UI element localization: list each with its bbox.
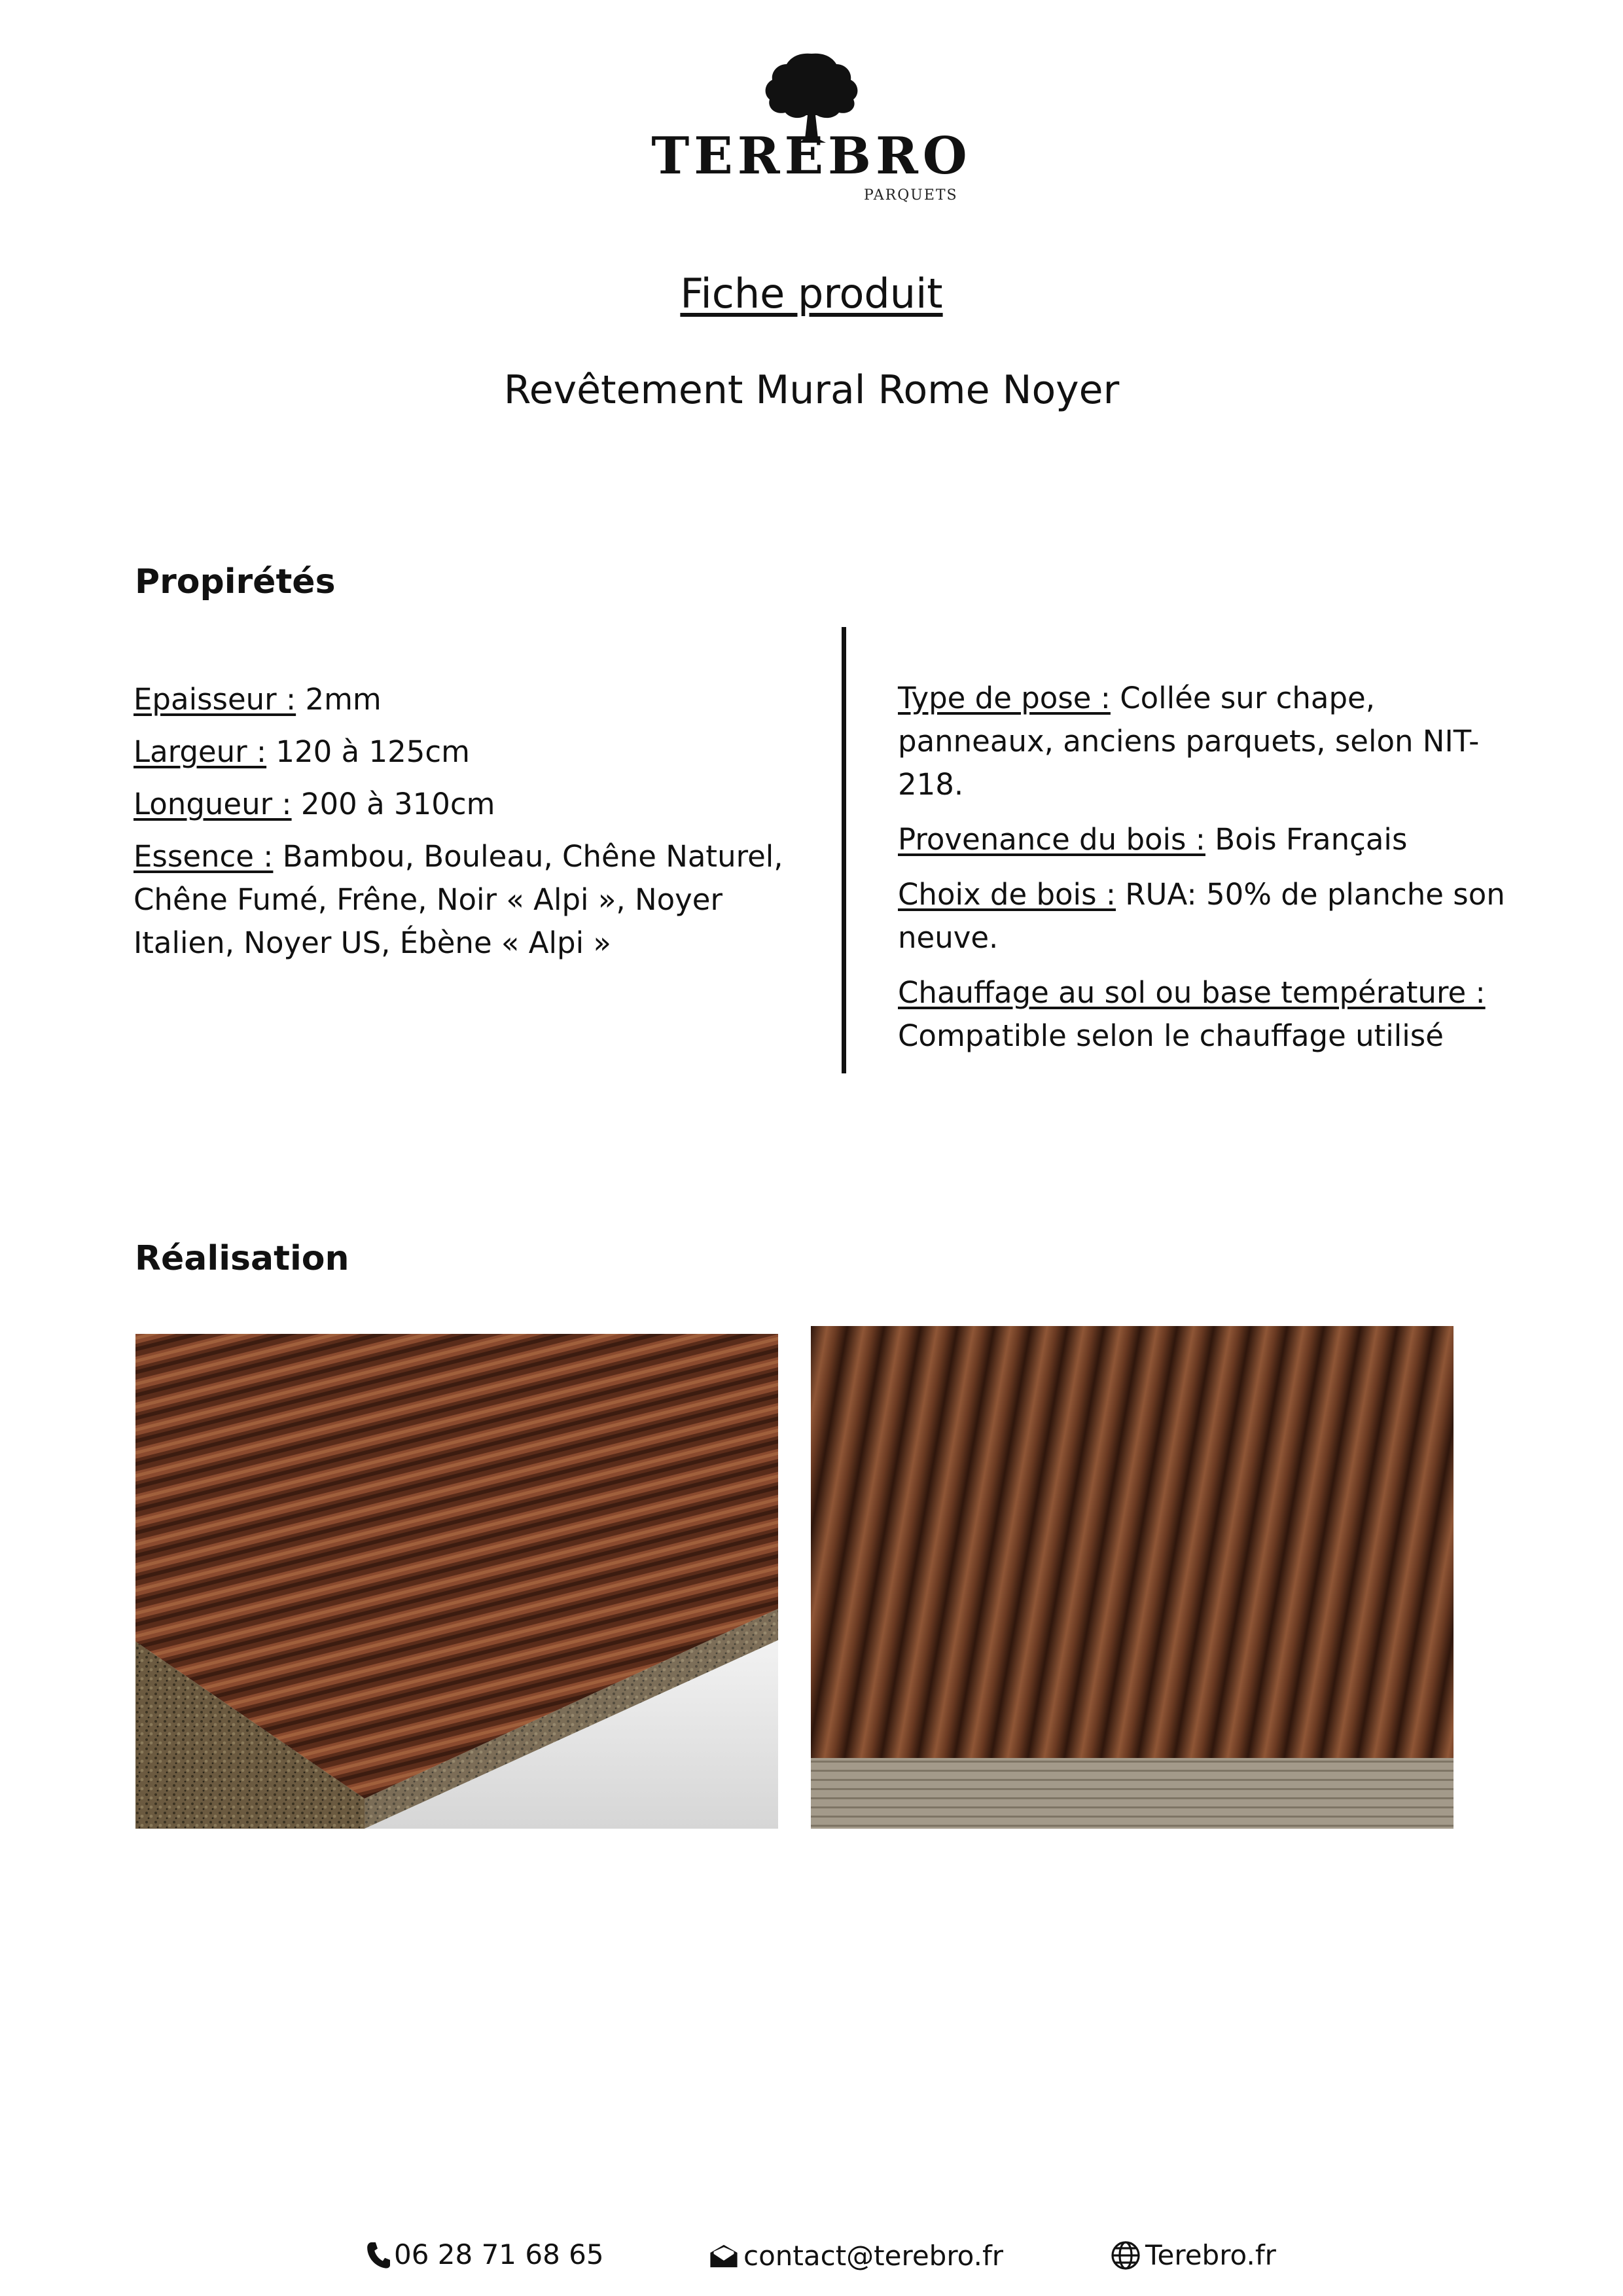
property-installation [898, 677, 1526, 806]
brand-logo-wordmark: TEREBRO [651, 126, 972, 186]
properties-left-column [134, 678, 827, 974]
footer-email[interactable] [708, 2242, 1003, 2270]
column-divider [842, 627, 846, 1073]
property-value: 200 à 310cm [291, 787, 495, 821]
properties-heading: Propirétés [135, 562, 336, 601]
property-value: 2mm [296, 682, 382, 717]
property-label: Essence : [134, 839, 274, 874]
property-heating [898, 971, 1526, 1058]
brand-logo-subtitle: PARQUETS [864, 187, 958, 204]
property-value: Bambou, Bouleau, Chêne Naturel, Chêne Fumé, Frêne, Noir « Alpi », Noyer Italien, Noyer US, Ébène « Alpi » [134, 839, 783, 960]
property-label: Largeur : [134, 734, 267, 769]
property-label: Chauffage au sol ou base température : [898, 975, 1486, 1010]
product-photo-board [135, 1334, 778, 1829]
property-value: 120 à 125cm [266, 734, 470, 769]
website-link: Terebro.fr [1145, 2239, 1276, 2271]
realisation-heading: Réalisation [135, 1239, 349, 1278]
property-species [134, 835, 827, 965]
property-value: Compatible selon le chauffage utilisé [898, 1018, 1444, 1053]
property-width [134, 730, 827, 774]
property-length [134, 783, 827, 826]
properties-right-column [898, 677, 1526, 1069]
property-grade [898, 873, 1526, 960]
phone-icon [365, 2240, 390, 2270]
footer-phone[interactable] [365, 2240, 604, 2270]
footer-website[interactable] [1110, 2240, 1276, 2271]
property-label: Longueur : [134, 787, 292, 821]
product-name: Revêtement Mural Rome Noyer [503, 367, 1120, 413]
property-label: Provenance du bois : [898, 822, 1205, 857]
envelope-icon [708, 2242, 740, 2270]
property-label: Choix de bois : [898, 877, 1116, 912]
property-label: Epaisseur : [134, 682, 296, 717]
property-origin [898, 818, 1526, 861]
property-thickness [134, 678, 827, 721]
property-label: Type de pose : [898, 681, 1111, 715]
property-value: Collée sur chape, panneaux, anciens parquets, selon NIT-218. [898, 681, 1480, 802]
email-address: contact@terebro.fr [743, 2240, 1004, 2272]
property-value: RUA: 50% de planche son neuve. [898, 877, 1505, 955]
phone-number: 06 28 71 68 65 [394, 2238, 604, 2270]
document-title: Fiche produit [680, 270, 943, 317]
globe-icon [1110, 2240, 1141, 2271]
product-photo-panel-closeup [811, 1326, 1454, 1829]
property-value: Bois Français [1205, 822, 1408, 857]
